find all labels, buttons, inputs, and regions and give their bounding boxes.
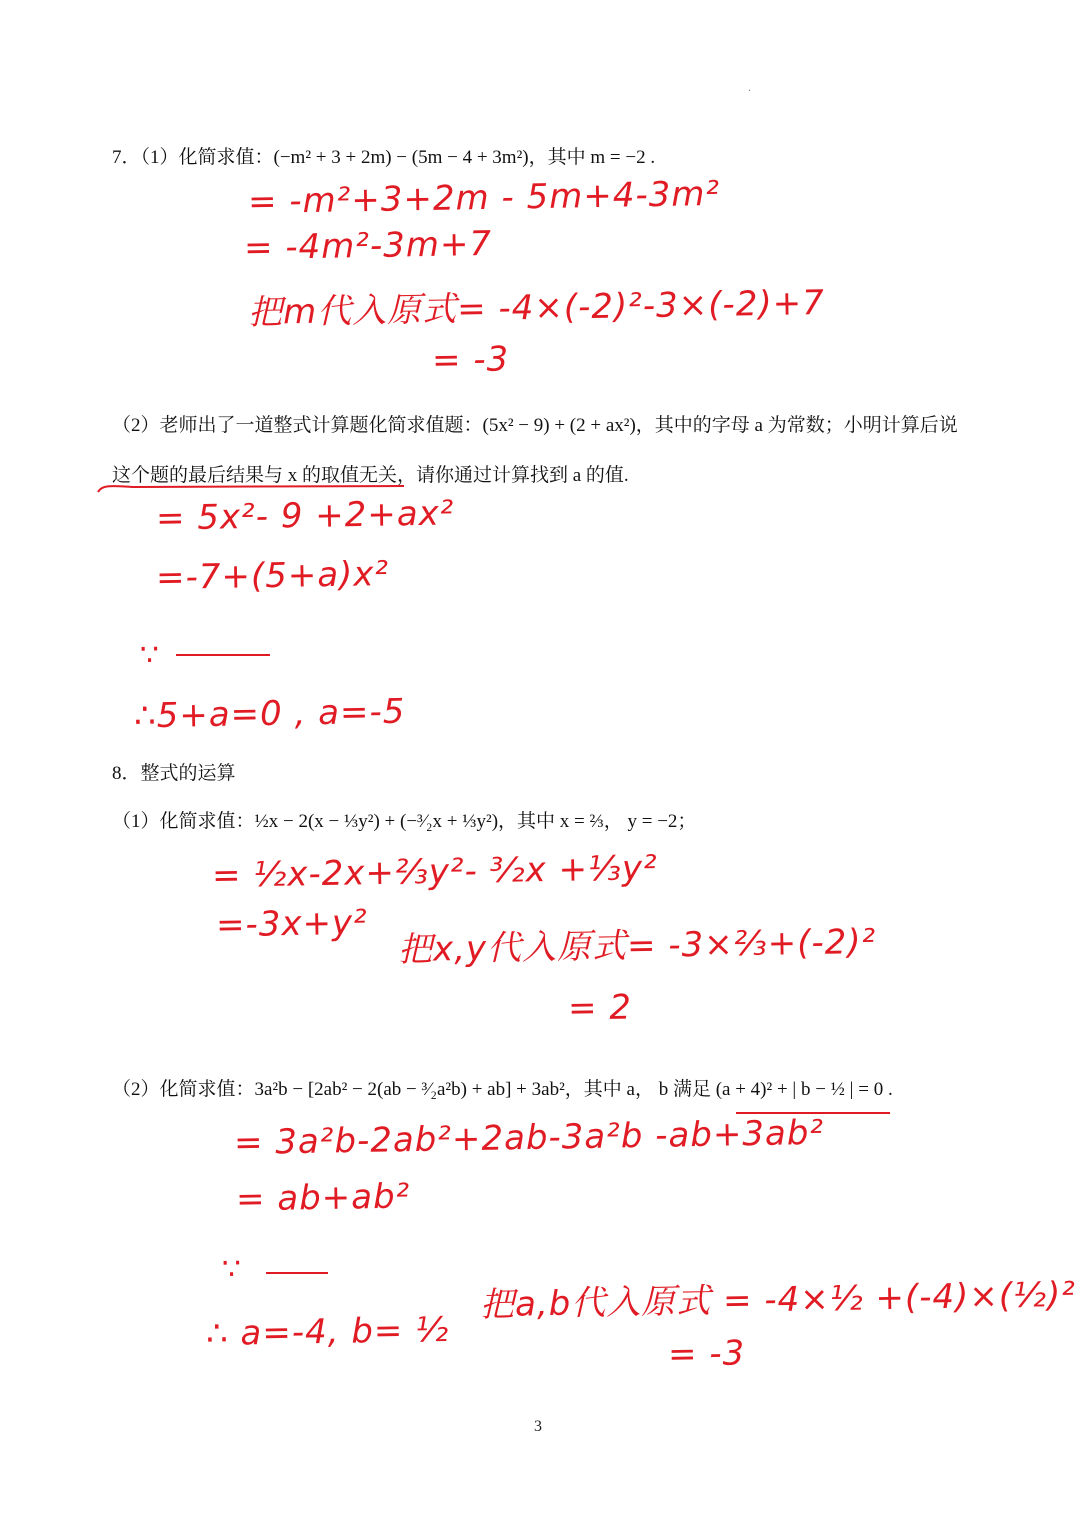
q8-part2-handwriting-step2: = ab+ab² <box>235 1176 411 1220</box>
q8-part2-handwriting-values: ∴ a=-4, b= ½ <box>205 1309 450 1355</box>
q8-part1-handwriting-step2: =-3x+y² <box>215 902 369 946</box>
q8-part2-handwriting-result: = -3 <box>667 1333 746 1375</box>
q8-title: 8．整式的运算 <box>112 763 236 784</box>
q8-part1-prompt: （1）化简求值：½x − 2(x − ⅓y²) + (−³⁄₂x + ⅓y²)，其中 x = ⅔， y = −2； <box>112 811 697 832</box>
q7-part2-handwriting-because: ∵ <box>139 637 161 674</box>
q7-part1-handwriting-result: = -3 <box>431 339 510 381</box>
q7-part1-handwriting-step2: = -4m²-3m+7 <box>243 223 493 269</box>
q7-part2-handwriting-result: ∴5+a=0 , a=-5 <box>133 691 406 737</box>
q8-part1-handwriting-result: = 2 <box>567 987 633 1029</box>
q7-part1-handwriting-substitute: 把m代入原式= -4×(-2)²-3×(-2)+7 <box>247 282 826 334</box>
q8-part2-prompt: （2）化简求值：3a²b − [2ab² − 2(ab − ³⁄₂a²b) + ab] + 3ab²，其中 a， b 满足 (a + 4)² + | b − ½ | = 0 . <box>112 1079 893 1100</box>
q8-part2-handwriting-step1: = 3a²b-2ab²+2ab-3a²b -ab+3ab² <box>233 1112 825 1164</box>
q7-part2-prompt-line1: （2）老师出了一道整式计算题化简求值题：(5x² − 9) + (2 + ax²)，其中的字母 a 为常数；小明计算后说 <box>112 415 958 436</box>
q8-part2-handwriting-substitute: 把a,b代入原式 = -4×½ +(-4)×(½)² <box>479 1274 1077 1326</box>
q8-part2-handwriting-because: ∵ <box>221 1251 243 1288</box>
q7-part2-blank-line <box>176 654 270 656</box>
q8-part2-blank-line <box>266 1272 328 1274</box>
q7-part2-handwriting-step1: = 5x²- 9 +2+ax² <box>155 493 455 539</box>
q7-part2-prompt-line2: 这个题的最后结果与 x 的取值无关，请你通过计算找到 a 的值. <box>112 465 629 486</box>
page-number: 3 <box>534 1418 542 1435</box>
scan-speck: · <box>748 86 752 97</box>
q8-part1-handwriting-step1: = ½x-2x+⅔y²- ³⁄₂x +⅓y² <box>211 848 659 896</box>
q7-part2-handwriting-step2: =-7+(5+a)x² <box>155 553 390 599</box>
q7-part1-prompt: 7．（1）化简求值：(−m² + 3 + 2m) − (5m − 4 + 3m²)，其中 m = −2 . <box>112 147 656 168</box>
q7-part1-handwriting-step1: = -m²+3+2m - 5m+4-3m² <box>247 173 721 223</box>
q8-part1-handwriting-substitute: 把x,y代入原式= -3×⅔+(-2)² <box>397 921 877 971</box>
